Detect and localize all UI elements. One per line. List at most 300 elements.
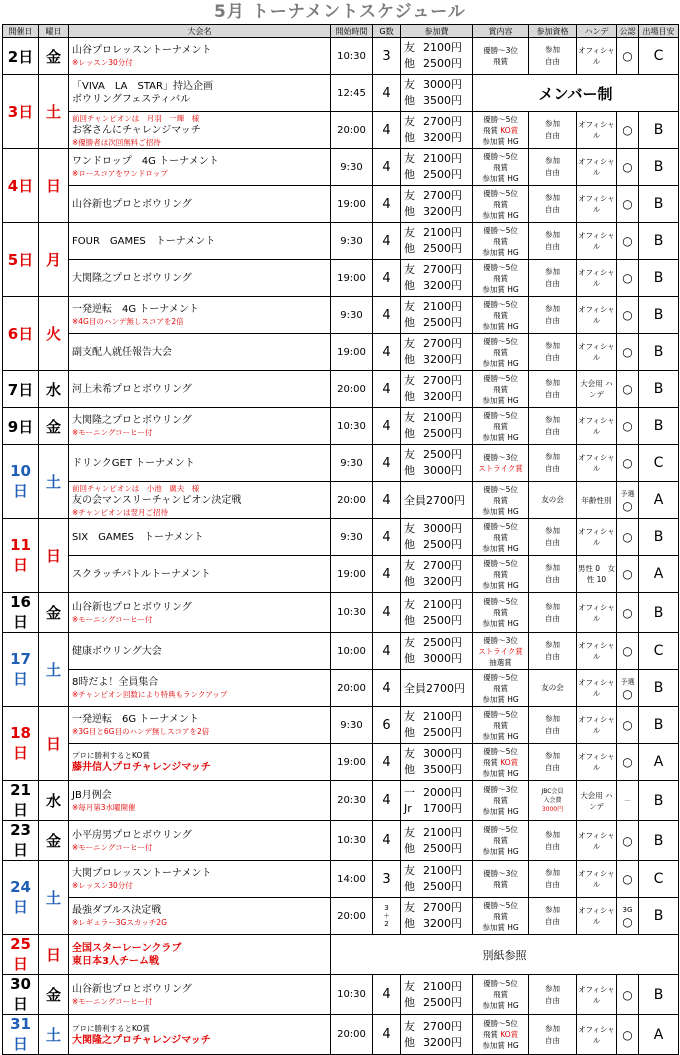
date-cell: 31日	[3, 1015, 39, 1055]
fee-amount: 3500円	[423, 763, 462, 776]
fee-amount: 2500円	[423, 613, 462, 627]
header-cell: ハンデ	[577, 25, 617, 38]
prize-line: 参加賞 HG	[482, 358, 519, 368]
qualification-cell	[529, 408, 577, 445]
weekday-cell: 水	[39, 781, 69, 821]
header-cell: 参加資格	[529, 25, 577, 38]
qualification-cell	[529, 781, 577, 821]
official-sub: 予選	[620, 490, 635, 498]
table-row	[3, 744, 679, 781]
prize-line: 参加賞 HG	[482, 847, 519, 856]
fee-label: 友	[404, 979, 415, 993]
fee-amount: 2500円	[423, 636, 462, 649]
qualification-line: 参加	[545, 601, 560, 611]
fee-line	[404, 167, 472, 183]
estimate-cell: B	[639, 898, 679, 935]
event-name-cell	[69, 445, 331, 482]
event-name: 友の会マンスリーチャンピオン決定戦	[72, 494, 242, 506]
estimate-cell: C	[639, 861, 679, 898]
fee-cell	[401, 112, 473, 149]
event-name: 山谷新也プロとボウリング	[72, 983, 192, 995]
start-time: 19:00	[331, 186, 373, 223]
qualification-line: 参加	[545, 415, 560, 424]
event-name-cell	[69, 112, 331, 149]
game-count: 4	[373, 186, 401, 223]
fee-cell	[401, 297, 473, 334]
game-count: 4	[373, 445, 401, 482]
event-name-cell	[69, 975, 331, 1015]
qualification-cell	[529, 975, 577, 1015]
weekday-cell: 水	[39, 371, 69, 408]
prize-line: 飛賞	[493, 57, 508, 66]
qualification-line: 自由	[545, 316, 560, 325]
event-name-cell	[69, 260, 331, 297]
start-time: 9:30	[331, 223, 373, 260]
table-row	[3, 707, 679, 744]
champion-note: 前回チャンピオンは 小池 廣夫 様	[72, 483, 200, 493]
prize-line: 優勝〜5位	[483, 262, 518, 272]
event-name-cell	[69, 781, 331, 821]
prize-line: 優勝〜5位	[483, 558, 518, 568]
fee-line	[404, 56, 472, 72]
fee-label: 他	[404, 575, 415, 588]
game-count: 4	[373, 975, 401, 1015]
handicap-cell: オフィシャル	[577, 297, 617, 334]
prize-cell	[473, 482, 529, 519]
fee-line	[404, 879, 472, 895]
start-time: 19:00	[331, 334, 373, 371]
fee-label: 全員	[404, 682, 426, 695]
estimate-cell: B	[639, 707, 679, 744]
date-cell: 2日	[3, 38, 39, 75]
prize-line: 優勝〜3位	[483, 869, 518, 878]
handicap-cell: オフィシャル	[577, 149, 617, 186]
date-cell: 9日	[3, 408, 39, 445]
table-row	[3, 112, 679, 149]
date-cell: 24日	[3, 861, 39, 935]
prize-line: 飛賞	[493, 310, 508, 320]
fee-line	[404, 613, 472, 629]
fee-line	[404, 746, 472, 762]
qualification-line: 自由	[545, 131, 560, 140]
official-cell	[617, 482, 639, 519]
prize-line: 飛賞	[493, 532, 508, 542]
start-time: 10:30	[331, 593, 373, 633]
estimate-cell: B	[639, 260, 679, 297]
event-note: ※ロースコアをワンドロップ	[72, 169, 168, 178]
prize-cell	[473, 898, 529, 935]
qualification-line: 参加	[545, 304, 560, 313]
weekday-cell: 金	[39, 593, 69, 633]
official-mark: ○	[622, 915, 633, 929]
start-time: 20:00	[331, 371, 373, 408]
fee-amount: 2100円	[423, 152, 462, 165]
qualification-line: 参加	[545, 714, 560, 723]
official-cell: ○	[617, 633, 639, 670]
event-name-cell	[69, 186, 331, 223]
schedule-table	[2, 24, 679, 1055]
prize-line: 抽選賞	[489, 657, 512, 667]
prize-line: 飛賞	[493, 273, 508, 283]
fee-line	[404, 492, 472, 508]
official-cell: ○	[617, 445, 639, 482]
event-name: 最強ダブルス決定戦	[72, 905, 162, 916]
game-count: 6	[373, 707, 401, 744]
official-cell: ○	[617, 821, 639, 861]
estimate-cell: B	[639, 334, 679, 371]
prize-line: 優勝〜5位	[483, 746, 518, 756]
qualification-cell	[529, 297, 577, 334]
handicap-cell: オフィシャル	[577, 707, 617, 744]
table-row	[3, 482, 679, 519]
start-time: 10:00	[331, 633, 373, 670]
handicap-cell: オフィシャル	[577, 898, 617, 935]
prize-line: 飛賞	[493, 421, 508, 431]
start-time: 14:00	[331, 861, 373, 898]
fee-line	[404, 1019, 472, 1035]
event-name: ワンドロップ 4G トーナメント	[72, 156, 219, 167]
event-note: ※モーニングコーヒー付	[72, 614, 153, 624]
prize-cell	[473, 445, 529, 482]
event-name-cell	[69, 297, 331, 334]
fee-line	[404, 785, 472, 801]
game-count: 4	[373, 297, 401, 334]
fee-amount: 2100円	[423, 226, 462, 239]
qualification-line: 参加	[545, 156, 560, 165]
qualification-line: 参加	[545, 193, 560, 202]
qualification-cell	[529, 744, 577, 781]
official-cell: ○	[617, 260, 639, 297]
fee-cell	[401, 821, 473, 861]
prize-line: 参加賞 HG	[482, 807, 519, 816]
fee-amount: 3200円	[423, 279, 462, 292]
handicap-cell: オフィシャル	[577, 408, 617, 445]
qualification-cell	[529, 633, 577, 670]
start-time: 10:30	[331, 38, 373, 75]
event-name-cell	[69, 38, 331, 75]
handicap-cell: オフィシャル	[577, 861, 617, 898]
event-note: ※レギュラー3Gスカッチ2G	[72, 918, 167, 927]
event-note: ※レッスン30分付	[72, 58, 133, 67]
fee-amount: 1700円	[423, 801, 462, 815]
prize-cell	[473, 408, 529, 445]
prize-line: 優勝〜5位	[483, 900, 518, 910]
qualification-line: 自由	[545, 880, 560, 889]
fee-amount: 3200円	[423, 353, 462, 366]
table-row	[3, 935, 679, 975]
fee-label: 友	[404, 448, 415, 461]
event-name: 「VIVA LA STAR」持込企画	[72, 81, 213, 92]
event-note: ※モーニングコーヒー付	[72, 428, 153, 437]
prize-text: 飛賞	[482, 125, 501, 135]
date-cell: 6日	[3, 297, 39, 371]
prize-cell	[473, 223, 529, 260]
qualification-line: 参加	[545, 983, 560, 993]
handicap-cell: 男性 0 女性 10	[577, 556, 617, 593]
qualification-line: 参加	[545, 452, 560, 461]
fee-line	[404, 315, 472, 331]
table-row	[3, 334, 679, 371]
prize-line: 参加賞 HG	[482, 173, 519, 183]
table-row	[3, 371, 679, 408]
estimate-cell: B	[639, 593, 679, 633]
qualification-line: 自由	[545, 575, 560, 584]
fee-label: 友	[404, 864, 415, 877]
prize-cell	[473, 186, 529, 223]
fee-label: 友	[404, 152, 415, 165]
fee-label: 他	[404, 841, 415, 855]
fee-amount: 3200円	[423, 131, 462, 144]
official-cell: ○	[617, 593, 639, 633]
game-count: 4	[373, 593, 401, 633]
fee-line	[404, 114, 472, 130]
prize-line: 参加賞 HG	[482, 247, 519, 257]
game-count: 4	[373, 482, 401, 519]
fee-amount: 2500円	[423, 57, 462, 70]
qualification-cell	[529, 707, 577, 744]
fee-line	[404, 77, 472, 93]
fee-cell	[401, 149, 473, 186]
qualification-line: 自由	[545, 168, 560, 177]
fee-amount: 2100円	[423, 300, 462, 313]
prize-line: 飛賞	[493, 911, 508, 921]
fee-line	[404, 262, 472, 278]
table-row	[3, 861, 679, 898]
handicap-cell: オフィシャル	[577, 334, 617, 371]
weekday-cell: 金	[39, 821, 69, 861]
handicap-cell: 大会用 ハンデ	[577, 781, 617, 821]
fee-amount: 2100円	[423, 597, 462, 611]
fee-amount: 2500円	[423, 880, 462, 893]
date-cell: 11日	[3, 519, 39, 593]
fee-label: 他	[404, 168, 415, 181]
estimate-cell: C	[639, 633, 679, 670]
fee-amount: 3200円	[423, 390, 462, 403]
start-time: 19:00	[331, 556, 373, 593]
game-count: 4	[373, 633, 401, 670]
qualification-line: 友の会	[541, 495, 564, 504]
prize-cell	[473, 744, 529, 781]
game-count: 4	[373, 112, 401, 149]
fee-amount: 2500円	[423, 427, 462, 440]
event-name: 大関隆之プロチャレンジマッチ	[72, 1034, 211, 1046]
table-row	[3, 519, 679, 556]
fee-line	[404, 278, 472, 294]
prize-line: 優勝〜5位	[483, 188, 518, 198]
event-note: ※モーニングコーヒー付	[72, 996, 153, 1006]
fee-amount: 2500円	[423, 168, 462, 181]
fee-amount: 2500円	[423, 316, 462, 329]
weekday-cell: 日	[39, 149, 69, 223]
qualification-cell	[529, 898, 577, 935]
fee-label: 他	[404, 613, 415, 627]
estimate-cell: A	[639, 1015, 679, 1055]
fee-label: Jr	[404, 801, 412, 815]
fee-line	[404, 841, 472, 857]
fee-line	[404, 1035, 472, 1051]
event-name: 全国スターレーンクラブ	[72, 942, 182, 954]
weekday-cell: 金	[39, 975, 69, 1015]
event-note: ※チャンピオン回数により特典もランクアップ	[72, 690, 228, 699]
handicap-cell: 大会用 ハンデ	[577, 371, 617, 408]
weekday-cell: 月	[39, 223, 69, 297]
fee-line	[404, 188, 472, 204]
weekday-cell: 土	[39, 633, 69, 707]
qualification-line: 自由	[545, 726, 560, 735]
header-cell: 参加費	[401, 25, 473, 38]
prize-cell	[473, 334, 529, 371]
fee-amount: 2700円	[423, 374, 462, 387]
fee-cell	[401, 556, 473, 593]
official-cell: ○	[617, 975, 639, 1015]
event-name: ドリンクGET トーナメント	[72, 457, 195, 469]
start-time: 10:30	[331, 975, 373, 1015]
fee-cell	[401, 898, 473, 935]
qualification-cell	[529, 149, 577, 186]
table-row	[3, 38, 679, 75]
prize-line: 参加賞 HG	[482, 1041, 519, 1050]
fee-amount: 2700円	[423, 559, 462, 572]
qualification-cell	[529, 445, 577, 482]
prize-line: 優勝〜5位	[483, 521, 518, 531]
fee-label: 他	[404, 316, 415, 329]
fee-line	[404, 93, 472, 109]
fee-line	[404, 40, 472, 56]
prize-line: 参加賞 HG	[482, 321, 519, 331]
event-name-cell	[69, 593, 331, 633]
event-name-cell	[69, 408, 331, 445]
prize-line: 優勝〜5位	[483, 336, 518, 346]
fee-label: 他	[404, 1035, 415, 1049]
event-note: ※優勝者は次回無料ご招待	[72, 137, 161, 147]
fee-label: 友	[404, 374, 415, 387]
date-cell: 18日	[3, 707, 39, 781]
event-name: 健康ボウリング大会	[72, 645, 162, 657]
game-count: 4	[373, 371, 401, 408]
event-name-cell	[69, 1015, 331, 1055]
official-sub: 予選	[620, 678, 635, 686]
qualification-line: 自由	[545, 57, 560, 66]
qualification-line: 自由	[545, 279, 560, 288]
fee-line	[404, 825, 472, 841]
fee-amount: 3000円	[423, 464, 462, 477]
fee-line	[404, 651, 472, 667]
game-count: 3	[373, 861, 401, 898]
qualification-line: 自由	[545, 205, 560, 214]
event-name: 藤井信人プロチャレンジマッチ	[72, 762, 211, 773]
fee-line	[404, 299, 472, 315]
fee-line	[404, 130, 472, 146]
prize-line	[473, 646, 528, 657]
event-name: FOUR GAMES トーナメント	[72, 235, 216, 247]
handicap-cell: オフィシャル	[577, 223, 617, 260]
prize-cell	[473, 112, 529, 149]
fee-cell	[401, 707, 473, 744]
fee-amount: 2700円	[426, 682, 465, 695]
ko-prize: KO賞	[500, 125, 519, 135]
event-name: 山谷プロレッスントーナメント	[72, 45, 212, 56]
fee-line	[404, 916, 472, 932]
prize-cell	[473, 975, 529, 1015]
qualification-line: 3000円	[541, 806, 564, 813]
prize-cell	[473, 707, 529, 744]
event-name: 山谷新也プロとボウリング	[72, 601, 192, 613]
prize-cell	[473, 297, 529, 334]
game-count: 4	[373, 75, 401, 112]
qualification-line: 自由	[545, 613, 560, 623]
prize-line: 優勝〜5位	[483, 825, 518, 834]
fee-amount: 2100円	[423, 41, 462, 54]
event-note: ※チャンピオンは翌月ご招待	[72, 507, 169, 517]
fee-line	[404, 558, 472, 574]
event-note: ※モーニングコーヒー付	[72, 842, 153, 852]
prize-line	[473, 757, 528, 768]
fee-line	[404, 680, 472, 696]
event-name: 大関隆之プロとボウリング	[72, 272, 192, 284]
handicap-cell: オフィシャル	[577, 38, 617, 75]
reference-cell: 別紙参照	[331, 935, 679, 975]
prize-cell	[473, 593, 529, 633]
fee-amount: 2500円	[423, 726, 462, 739]
fee-label: 友	[404, 901, 415, 914]
start-time: 12:45	[331, 75, 373, 112]
fee-amount: 2700円	[423, 901, 462, 914]
prize-line: 優勝〜3位	[483, 46, 518, 55]
game-count: 4	[373, 408, 401, 445]
event-name-cell	[69, 149, 331, 186]
start-time: 9:30	[331, 707, 373, 744]
estimate-cell: A	[639, 482, 679, 519]
fee-label: 他	[404, 652, 415, 665]
event-note: ※レッスン30分付	[72, 881, 133, 890]
header-cell: 出場目安	[639, 25, 679, 38]
strike-prize: ストライク賞	[478, 646, 523, 656]
event-name-cell	[69, 633, 331, 670]
estimate-cell: B	[639, 149, 679, 186]
fee-amount: 3000円	[423, 652, 462, 665]
event-name: スクラッチバトルトーナメント	[72, 568, 211, 580]
fee-amount: 3000円	[423, 747, 462, 760]
fee-label: 他	[404, 353, 415, 366]
event-name: 河上未希プロとボウリング	[72, 383, 192, 395]
event-name: 8時だよ！全員集合	[72, 677, 159, 688]
game-count: 4	[373, 260, 401, 297]
event-name-cell	[69, 482, 331, 519]
date-cell: 21日	[3, 781, 39, 821]
start-time: 10:30	[331, 821, 373, 861]
estimate-cell: B	[639, 975, 679, 1015]
event-name: 大関プロレッスントーナメント	[72, 868, 212, 879]
prize-line	[473, 1029, 528, 1040]
fee-line	[404, 801, 472, 817]
fee-amount: 3200円	[423, 917, 462, 930]
official-mark: ○	[622, 499, 633, 513]
prize-line: 優勝〜5位	[483, 373, 518, 383]
fee-label: 友	[404, 300, 415, 313]
start-time: 19:00	[331, 744, 373, 781]
game-count: 3	[373, 38, 401, 75]
handicap-cell: 年齢性別	[577, 482, 617, 519]
table-row	[3, 821, 679, 861]
prize-line: 飛賞	[493, 720, 508, 730]
table-row	[3, 186, 679, 223]
prize-line: 参加賞 HG	[482, 619, 519, 628]
fee-cell	[401, 633, 473, 670]
game-count: 4	[373, 821, 401, 861]
champion-note: 前回チャンピオンは 月羽 一輝 様	[72, 113, 200, 123]
event-name: 小平房男プロとボウリング	[72, 829, 192, 841]
fee-amount: 2700円	[423, 189, 462, 202]
